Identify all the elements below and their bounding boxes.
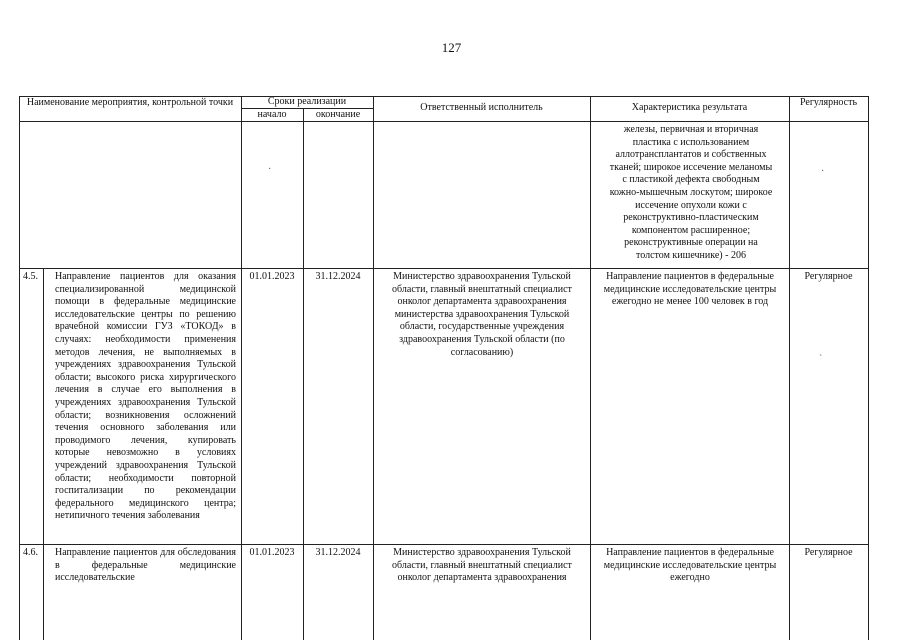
column-divider <box>590 96 591 640</box>
header-bottom-border <box>19 121 869 122</box>
header-regularity: Регулярность <box>799 97 858 108</box>
start-date: 01.01.2023 <box>249 271 295 282</box>
result-text: Направление пациентов в федеральные медицинские исследовательские центры ежегодно не менее 100 человек в год <box>603 271 777 308</box>
header-terms: Сроки реализации <box>267 96 347 107</box>
column-divider <box>303 108 304 640</box>
start-date: 01.01.2023 <box>249 547 295 558</box>
activity-name: Направление пациентов для оказания специализированной медицинской помощи в федеральные медицинские исследовательские центры по решению врачебной комиссии ГУЗ «ТОКОД» в случаях: необходимости применения методов лечения, не выполняемых в учреждениях здравоохранения Тульской области; высокого риска хирургического лечения в случае его выполнения в учреждениях здравоохранения Тульской области; возникновения осложнений течения основного заболевания или проводимого лечения, купировать которые невозможно в условиях учреждений здравоохранения Тульской области; необходимости повторной госпитализации по рекомендации федерального медицинского центра; нетипичного течения заболевания <box>55 271 236 522</box>
scan-mark: · <box>268 164 272 175</box>
regularity-text: Регулярное <box>804 271 853 282</box>
number-column-divider <box>43 268 44 640</box>
end-date: 31.12.2024 <box>315 547 361 558</box>
executor-text: Министерство здравоохранения Тульской области, главный внештатный специалист онколог департамента здравоохранения <box>392 547 572 584</box>
plan-table <box>19 96 869 640</box>
result-text: Направление пациентов в федеральные медицинские исследовательские центры ежегодно <box>603 547 777 584</box>
activity-name: Направление пациентов для обследования в федеральные медицинские исследовательские <box>55 547 236 584</box>
page-number: 127 <box>441 40 462 55</box>
executor-text: Министерство здравоохранения Тульской области, главный внештатный специалист онколог департамента здравоохранения министерства здравоохранения Тульской области, государственные учреждения здравоохранения Тульской области (по согласованию) <box>392 271 572 358</box>
header-end: окончание <box>315 109 361 120</box>
header-executor: Ответственный исполнитель <box>420 102 543 113</box>
column-divider <box>373 96 374 640</box>
row-divider <box>19 544 869 545</box>
row-number: 4.6. <box>23 547 38 558</box>
regularity-text: Регулярное <box>804 547 853 558</box>
header-start: начало <box>257 109 287 120</box>
scan-mark: · <box>821 166 825 177</box>
continued-result-text: железы, первичная и вторичная пластика с использованием аллотрансплантатов и собственных тканей; широкое иссечение меланомы с пластикой дефекта свободным кожно-мышечным лоскутом; широкое иссечение опухоли кожи с реконструктивно-пластическим компонентом расширенное; реконструктивные операции на толстом кишечнике) - 206 <box>609 124 773 261</box>
row-divider <box>19 268 869 269</box>
header-result: Характеристика результата <box>631 102 748 113</box>
row-number: 4.5. <box>23 271 38 282</box>
scan-mark: ` <box>819 354 823 365</box>
header-name: Наименование мероприятия, контрольной точки <box>26 97 234 108</box>
table-border-right <box>868 96 869 640</box>
end-date: 31.12.2024 <box>315 271 361 282</box>
table-border-left <box>19 96 20 640</box>
